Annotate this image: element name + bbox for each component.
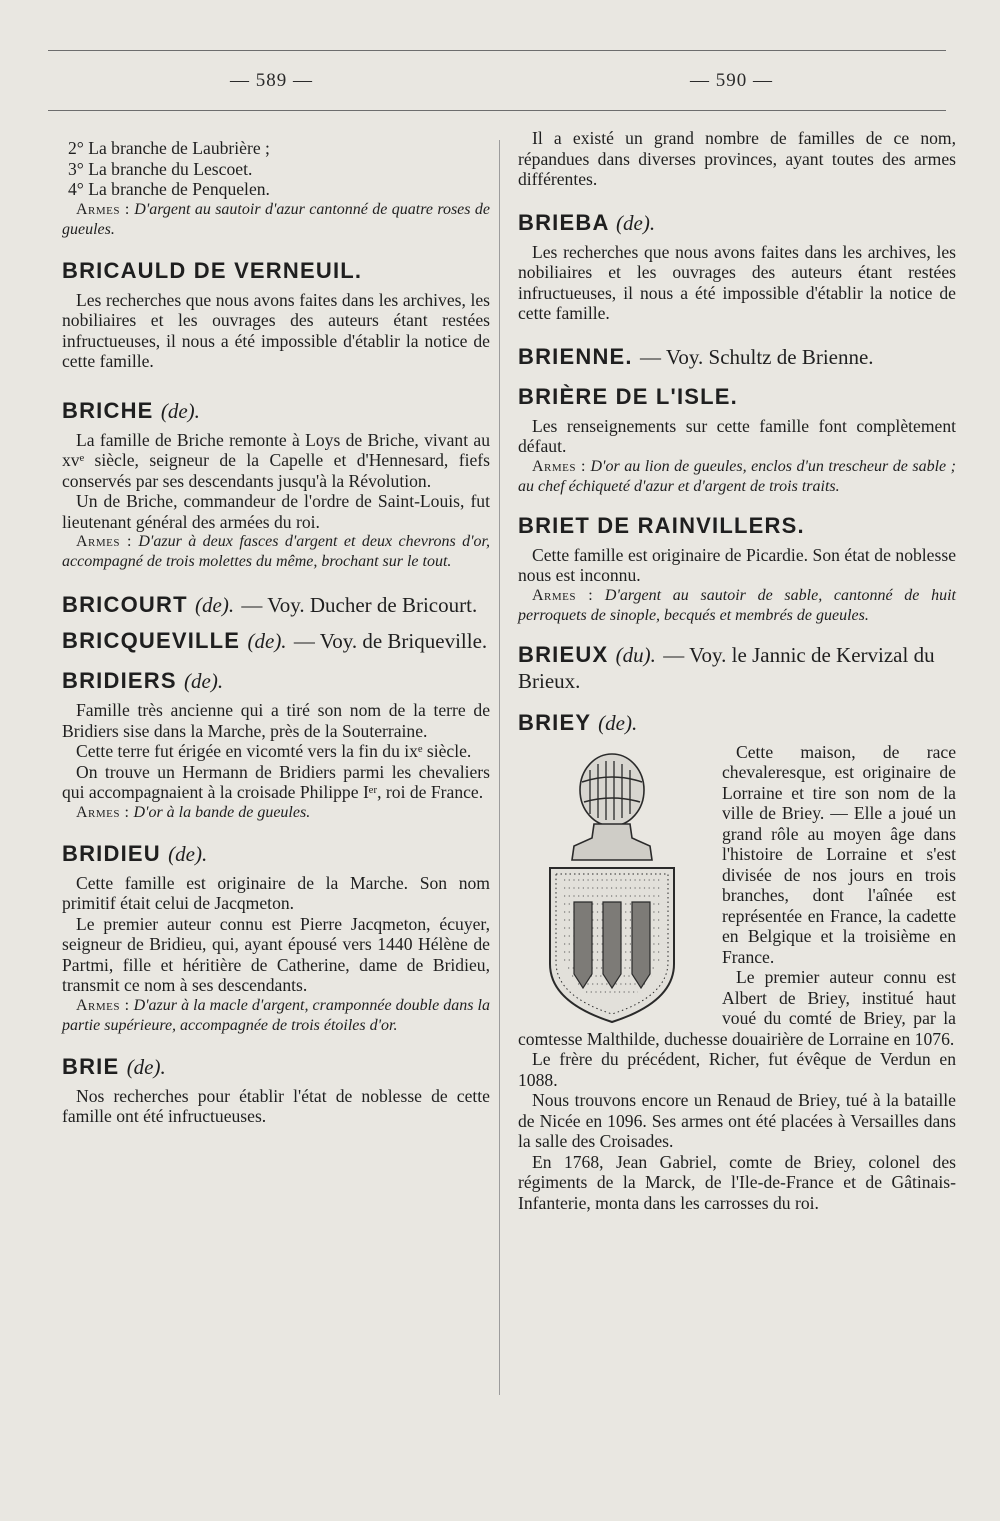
- arms-label: Armes :: [532, 457, 586, 475]
- entry-particle: (de).: [616, 210, 656, 235]
- entry-particle: (de).: [247, 629, 287, 653]
- entry-briere: [518, 384, 956, 497]
- entry-text: En 1768, Jean Gabriel, comte de Briey, colonel des régiments de la Marck, de l'Ile-de-France et de Gâtinais-Infanterie, monta dans les carrosses du roi.: [518, 1151, 956, 1213]
- entry-particle: (de).: [184, 669, 224, 693]
- arms-label: Armes :: [76, 996, 130, 1014]
- arms-label: Armes :: [76, 533, 132, 550]
- shield-icon: [550, 868, 674, 1022]
- arms-blazon: [62, 996, 490, 1036]
- branch-line: 2° La branche de Laubrière ;: [68, 138, 270, 158]
- arms-text: D'or au lion de gueules, enclos d'un trescheur de sable ; au chef échiqueté d'azur et d'argent de trois traits.: [518, 457, 956, 495]
- briey-body: [518, 742, 956, 1214]
- helmet-icon: [572, 754, 652, 860]
- entry-text: Cette terre fut érigée en vicomté vers la fin du ixᵉ siècle.: [76, 741, 472, 761]
- entry-title: [518, 210, 956, 236]
- entry-title: [62, 1054, 490, 1080]
- coat-of-arms-icon: [512, 742, 712, 1026]
- entry-crossref: — Voy. Ducher de Bricourt.: [241, 593, 478, 617]
- arms-blazon: [518, 586, 956, 626]
- arms-blazon: [518, 457, 956, 497]
- entry-title: BRICAULD DE VERNEUIL.: [62, 257, 363, 283]
- entry-crossref: — Voy. le Jannic de Kervizal du Brieux.: [518, 642, 935, 693]
- entry-text: Famille très ancienne qui a tiré son nom de la terre de Bridiers sise dans la Marche, près de la Souterraine.: [62, 700, 490, 741]
- entry-particle: (du).: [615, 642, 656, 667]
- branch-line: 4° La branche de Penquelen.: [68, 179, 270, 199]
- arms-text: D'azur à deux fasces d'argent et deux chevrons d'or, accompagné de trois molettes du même, brochant sur le tout.: [62, 533, 491, 570]
- entry-brienne: [518, 344, 956, 370]
- entry-name: BRIENNE.: [518, 343, 633, 369]
- entry-title: [62, 628, 490, 654]
- entry-text: Le premier auteur connu est Albert de Briey, institué haut voué du comté de Briey, par la comtesse Malthilde, duchesse douairière de Lorraine en 1076.: [518, 967, 956, 1049]
- entry-title: [62, 398, 490, 424]
- entry-brieba: [518, 210, 956, 324]
- arms-blazon: [62, 200, 490, 240]
- arms-label: Armes :: [76, 200, 130, 218]
- column-divider: [499, 140, 500, 1395]
- entry-text: Les renseignements sur cette famille font complètement défaut.: [518, 415, 956, 456]
- entry-brieux: [518, 642, 956, 694]
- right-column: [518, 128, 956, 1213]
- entry-particle: (de).: [126, 1054, 166, 1079]
- entry-name: BRIEBA: [518, 209, 609, 235]
- arms-blazon: [62, 803, 490, 823]
- entry-briey: [518, 710, 956, 1214]
- entry-text: Cette maison, de race chevaleresque, est originaire de Lorraine et tire son nom de la ville de Briey. — Elle a joué un grand rôle au moyen âge dans l'histoire de Lorraine et s'est divisée de nos jours en trois branches, dont l'aînée est représentée en France, la cadette en Belgique et la troisième en France.: [722, 741, 956, 967]
- arms-text: D'argent au sautoir d'azur cantonné de quatre roses de gueules.: [62, 200, 491, 238]
- entry-text: Un de Briche, commandeur de l'ordre de Saint-Louis, fut lieutenant général des armées du roi.: [62, 491, 490, 532]
- entry-text: Nos recherches pour établir l'état de noblesse de cette famille ont été infructueuses.: [62, 1085, 490, 1126]
- entry-particle: (de).: [168, 841, 208, 866]
- entry-title: [518, 710, 956, 736]
- left-column: [62, 138, 490, 1127]
- entry-text: La famille de Briche remonte à Loys de Briche, vivant au xvᵉ siècle, seigneur de la Capelle et d'Hennesard, fiefs conservés par ses descendants jusqu'à la Révolution.: [62, 429, 490, 491]
- page-number-left: — 589 —: [230, 70, 313, 91]
- entry-title: BRIET DE RAINVILLERS.: [518, 512, 805, 538]
- entry-name: BRICHE: [62, 397, 154, 423]
- entry-text: On trouve un Hermann de Bridiers parmi les chevaliers qui accompagnaient à la croisade Philippe Iᵉʳ, roi de France.: [62, 761, 490, 802]
- entry-text: Les recherches que nous avons faites dans les archives, les nobiliaires et les ouvrages des auteurs étant restées infructueuses, il nous a été impossible d'établir la notice de cette famille.: [62, 289, 490, 371]
- entry-bridiers: [62, 668, 490, 823]
- entry-text: Nous trouvons encore un Renaud de Briey, tué à la bataille de Nicée en 1096. Ses armes ont été placées à Versailles dans la salle des Croisades.: [518, 1090, 956, 1151]
- entry-name: BRICOURT: [62, 592, 188, 617]
- top-rule: [48, 50, 946, 51]
- arms-label: Armes :: [76, 803, 130, 821]
- entry-title: [518, 344, 956, 370]
- entry-briche: [62, 398, 490, 573]
- entry-briet: [518, 513, 956, 626]
- entry-text: Cette famille est originaire de Picardie. Son état de noblesse nous est inconnu.: [518, 544, 956, 585]
- entry-bridieu: [62, 841, 490, 1036]
- header-rule: [48, 110, 946, 111]
- arms-text: D'or à la bande de gueules.: [133, 803, 311, 821]
- entry-crossref: — Voy. de Briqueville.: [293, 629, 488, 653]
- entry-text: Le frère du précédent, Richer, fut évêque de Verdun en 1088.: [518, 1049, 956, 1090]
- branch-line: 3° La branche du Lescoet.: [68, 158, 253, 179]
- entry-particle: (de).: [195, 593, 235, 617]
- arms-blazon: [62, 532, 490, 572]
- entry-name: BRIDIERS: [62, 668, 177, 693]
- entry-text: Il a existé un grand nombre de familles de ce nom, répandues dans diverses provinces, ayant toutes des armes différentes.: [518, 128, 956, 189]
- entry-title: [62, 668, 490, 694]
- entry-title: [62, 841, 490, 867]
- page-number-right: — 590 —: [690, 70, 773, 91]
- entry-title: [518, 642, 956, 694]
- entry-name: BRIDIEU: [62, 840, 161, 866]
- entry-name: BRIEY: [518, 709, 591, 735]
- arms-label: Armes :: [532, 586, 594, 604]
- entry-text: Le premier auteur connu est Pierre Jacqmeton, écuyer, seigneur de Bridieu, qui, ayant épousé vers 1440 Hélène de Partmi, fille et héritière de Catherine, dame de Bridieu, transmit ce nom à ses descendants.: [62, 913, 490, 995]
- entry-name: BRIEUX: [518, 641, 609, 667]
- entry-title: BRIÈRE DE L'ISLE.: [518, 383, 738, 409]
- entry-text: Les recherches que nous avons faites dans les archives, les nobiliaires et les ouvrages des auteurs étant restées infructueuses, il nous a été impossible d'établir la notice de cette famille.: [518, 241, 956, 323]
- arms-text: D'azur à la macle d'argent, cramponnée double dans la partie supérieure, accompagnée de trois étoiles d'or.: [62, 996, 490, 1034]
- entry-name: BRICQUEVILLE: [62, 628, 241, 653]
- entry-name: BRIE: [62, 1053, 120, 1079]
- entry-brie: [62, 1054, 490, 1127]
- entry-title: [62, 592, 490, 618]
- entry-bricauld: [62, 258, 490, 372]
- arms-text: D'argent au sautoir de sable, cantonné de huit perroquets de sinople, becqués et membrés de gueules.: [518, 586, 957, 624]
- entry-bricourt: [62, 592, 490, 618]
- entry-text: Cette famille est originaire de la Marche. Son nom primitif était celui de Jacqmeton.: [62, 872, 490, 913]
- entry-crossref: — Voy. Schultz de Brienne.: [640, 344, 874, 369]
- entry-bricqueville: [62, 628, 490, 654]
- entry-particle: (de).: [160, 398, 200, 423]
- entry-particle: (de).: [598, 710, 638, 735]
